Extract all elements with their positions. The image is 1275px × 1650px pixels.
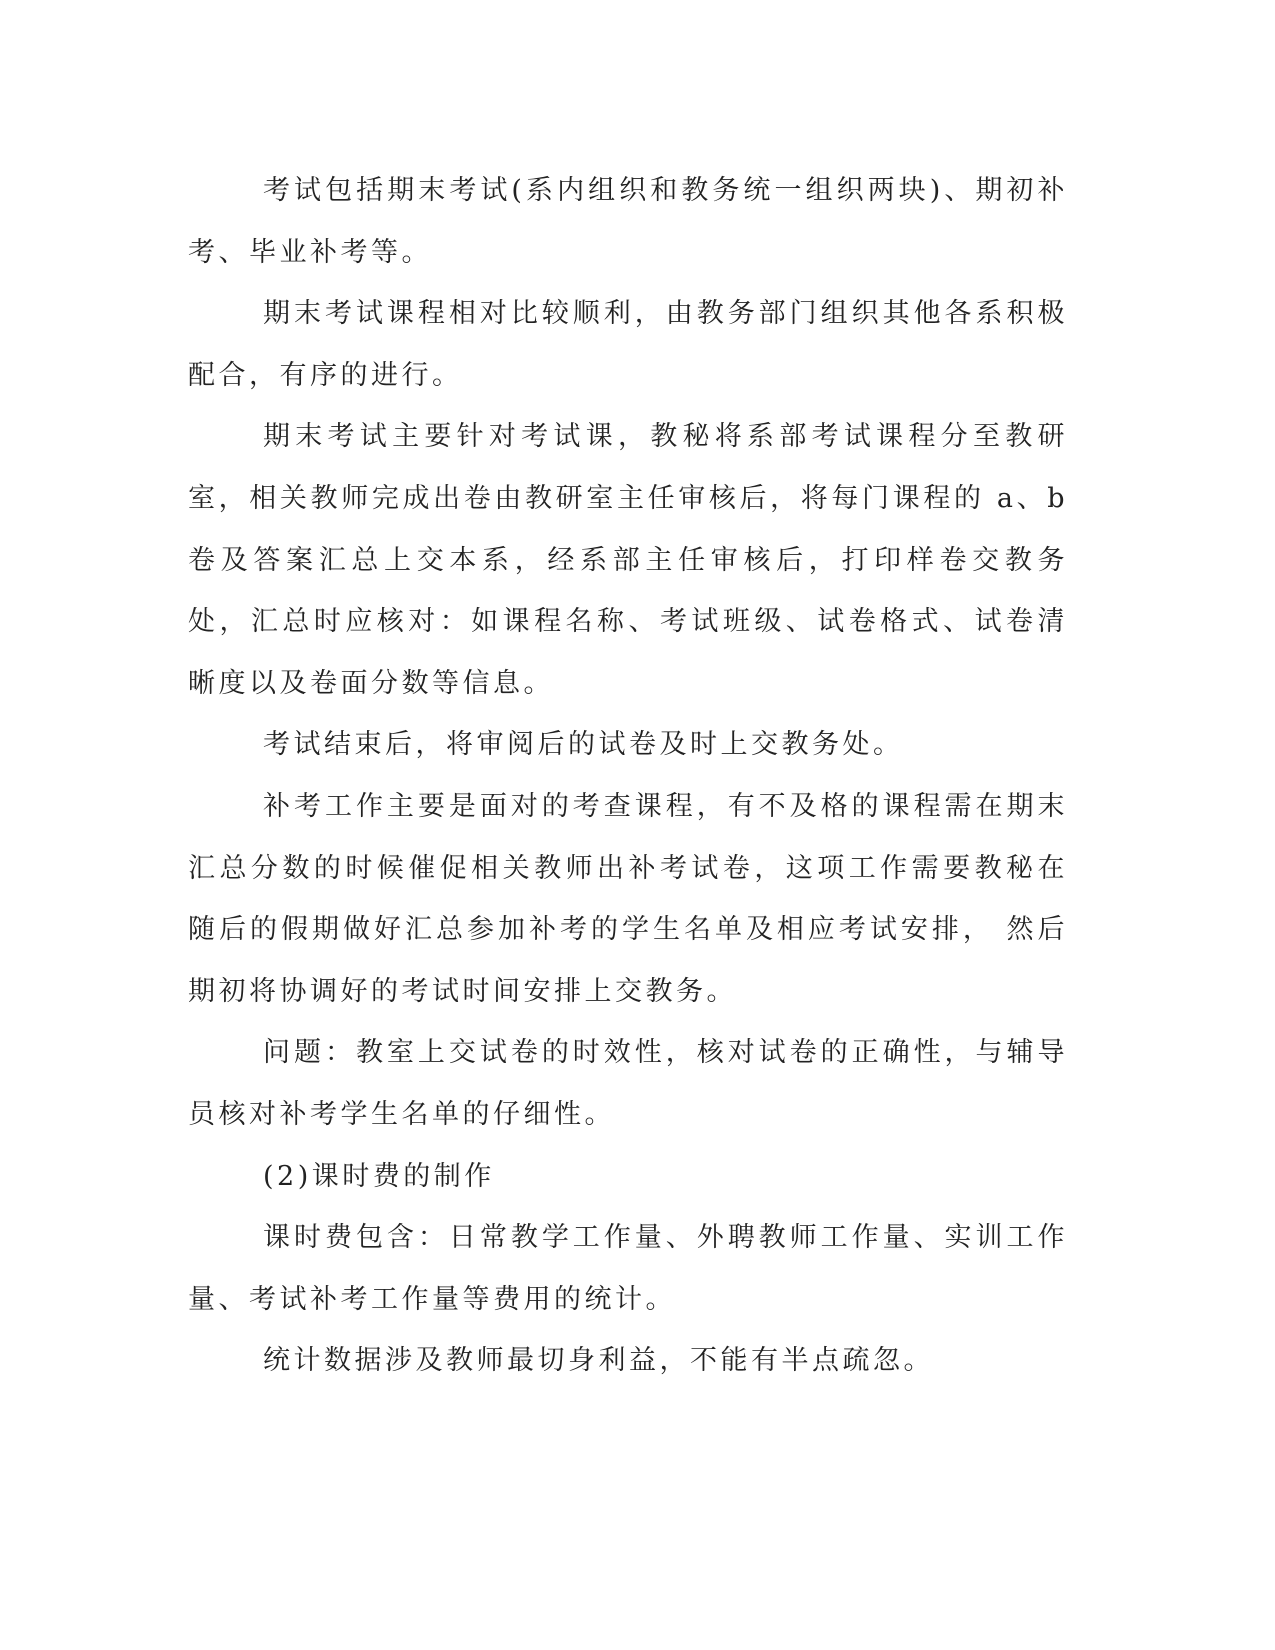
paragraph-exam-types: 考试包括期末考试(系内组织和教务统一组织两块)、期初补考、毕业补考等。 <box>188 175 1068 268</box>
paragraph-makeup-exam: 补考工作主要是面对的考查课程，有不及格的课程需在期末汇总分数的时候催促相关教师出补考试卷，这项工作需要教秘在随后的假期做好汇总参加补考的学生名单及相应考试安排， 然后期初将协调好的考试时间安排上交教务。 <box>188 790 1068 1007</box>
paragraph-statistics-care: 统计数据涉及教师最切身利益，不能有半点疏忽。 <box>263 1345 934 1377</box>
body-text <box>188 160 1068 1392</box>
paragraph-final-exam-smooth: 期末考试课程相对比较顺利，由教务部门组织其他各系积极配合，有序的进行。 <box>188 298 1068 391</box>
paragraph-class-fee-contents: 课时费包含：日常教学工作量、外聘教师工作量、实训工作量、考试补考工作量等费用的统计。 <box>188 1222 1068 1315</box>
paragraph-problems: 问题：教室上交试卷的时效性，核对试卷的正确性，与辅导员核对补考学生名单的仔细性。 <box>188 1037 1068 1130</box>
paragraph-after-exam: 考试结束后，将审阅后的试卷及时上交教务处。 <box>263 729 904 761</box>
paragraph-final-exam-process: 期末考试主要针对考试课，教秘将系部考试课程分至教研室，相关教师完成出卷由教研室主任审核后，将每门课程的 a、b 卷及答案汇总上交本系，经系部主任审核后，打印样卷交教务处，汇总时应核对：如课程名称、考试班级、试卷格式、试卷清晰度以及卷面分数等信息。 <box>188 421 1068 699</box>
section-heading-class-fee: (2)课时费的制作 <box>263 1160 495 1192</box>
